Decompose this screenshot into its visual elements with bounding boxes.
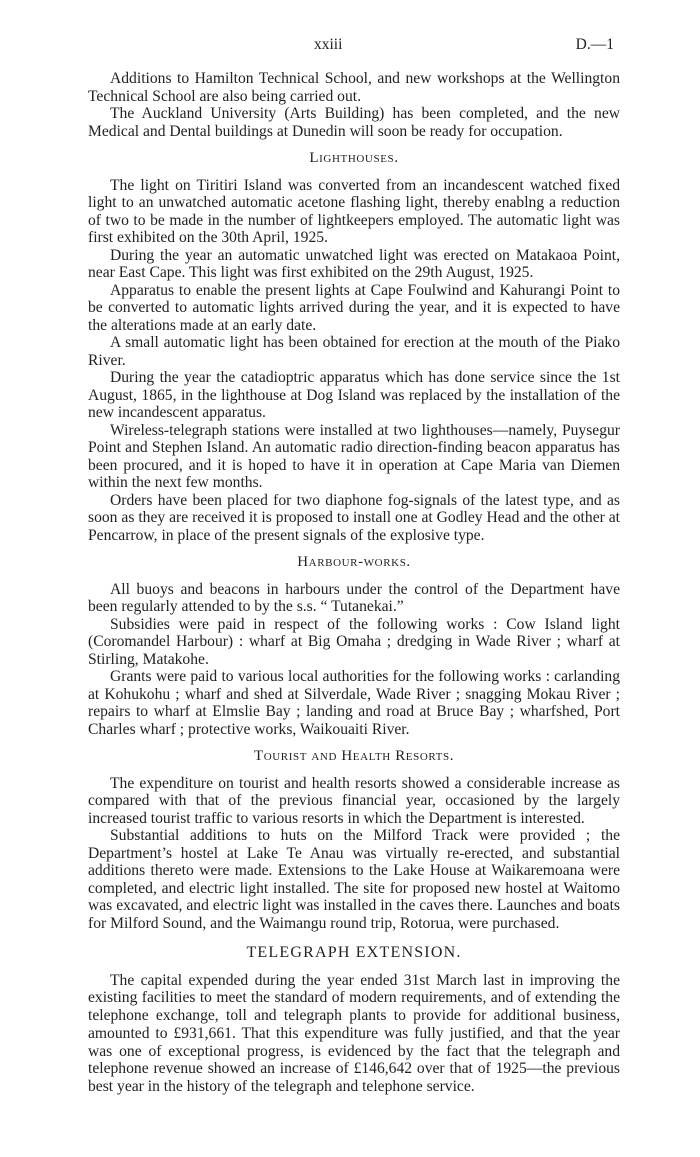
document-body — [88, 70, 620, 1096]
paragraph: The Auckland University (Arts Building) has been completed, and the new Medical and Dental buildings at Dunedin will soon be ready for occupation. — [88, 105, 620, 140]
paragraph: Grants were paid to various local authorities for the following works : carlanding at Kohukohu ; wharf and shed at Silverdale, Wade River ; snagging Mokau River ; repairs to wharf at Elmslie Bay ; landing and road at Bruce Bay ; wharfshed, Port Charles wharf ; protective works, Waikouaiti River. — [88, 668, 620, 738]
paragraph: Subsidies were paid in respect of the following works : Cow Island light (Coromandel Harbour) : wharf at Big Omaha ; dredging in Wade River ; wharf at Stirling, Matakohe. — [88, 615, 620, 668]
paragraph: Additions to Hamilton Technical School, and new workshops at the Wellington Technical School are also being carried out. — [88, 70, 620, 105]
paragraph: All buoys and beacons in harbours under the control of the Department have been regularly attended to by the s.s. “ Tutanekai.” — [88, 580, 620, 615]
section-heading-harbour-works: Harbour-works. — [297, 554, 411, 570]
paragraph: The light on Tiritiri Island was converted from an incandescent watched fixed light to an unwatched automatic acetone flashing light, thereby enablng a reduction of two to be made in the number of lightkeepers employed. The automatic light was first exhibited on the 30th April, 1925. — [88, 176, 620, 246]
section-heading-telegraph-extension: TELEGRAPH EXTENSION. — [246, 944, 462, 961]
page-header — [0, 36, 700, 56]
paragraph: Substantial additions to huts on the Milford Track were provided ; the Department’s hostel at Lake Te Anau was virtually re-erected, and substantial additions thereto were made. Extensions to the Lake House at Waikaremoana were completed, and electric light installed. The site for proposed new hostel at Waitomo was excavated, and electric light was installed in the caves there. Launches and boats for Milford Sound, and the Waimangu round trip, Rotorua, were purchased. — [88, 827, 620, 932]
section-lighthouses — [88, 150, 620, 544]
paragraph: The expenditure on tourist and health resorts showed a considerable increase as compared with that of the previous financial year, occasioned by the largely increased tourist traffic to various resorts in which the Department is interested. — [88, 774, 620, 827]
paragraph: The capital expended during the year ended 31st March last in improving the existing facilities to meet the standard of modern requirements, and of extending the telephone exchange, toll and telegraph plants to provide for additional business, amounted to £931,661. That this expenditure was fully justified, and that the year was one of exceptional progress, is evidenced by the fact that the telegraph and telephone revenue showed an increase of £146,642 over that of 1925—the previous best year in the history of the telegraph and telephone service. — [88, 971, 620, 1096]
paragraph: Apparatus to enable the present lights at Cape Foulwind and Kahurangi Point to be converted to automatic lights arrived during the year, and it is expected to have the alterations made at an early date. — [88, 281, 620, 334]
section-intro — [88, 70, 620, 140]
paragraph: Orders have been placed for two diaphone fog-signals of the latest type, and as soon as they are received it is proposed to install one at Godley Head and the other at Pencarrow, in place of the present signals of the explosive type. — [88, 491, 620, 544]
section-telegraph-extension — [88, 944, 620, 1096]
paragraph: A small automatic light has been obtained for erection at the mouth of the Piako River. — [88, 334, 620, 369]
report-code: D.—1 — [575, 36, 614, 53]
paragraph: During the year the catadioptric apparatus which has done service since the 1st August, 1865, in the lighthouse at Dog Island was replaced by the installation of the new incandescent apparatus. — [88, 369, 620, 421]
section-harbour-works — [88, 554, 620, 738]
paragraph: Wireless-telegraph stations were installed at two lighthouses—namely, Puysegur Point and Stephen Island. An automatic radio direction-finding beacon apparatus has been procured, and it is hoped to have it in operation at Cape Maria van Diemen within the next few months. — [88, 421, 620, 491]
section-heading-tourist-resorts: Tourist and Health Resorts. — [253, 748, 455, 764]
section-tourist-resorts — [88, 748, 620, 932]
section-heading-lighthouses: Lighthouses. — [309, 150, 399, 166]
paragraph: During the year an automatic unwatched light was erected on Matakaoa Point, near East Cape. This light was first exhibited on the 29th August, 1925. — [88, 246, 620, 281]
page-number: xxiii — [314, 36, 343, 53]
